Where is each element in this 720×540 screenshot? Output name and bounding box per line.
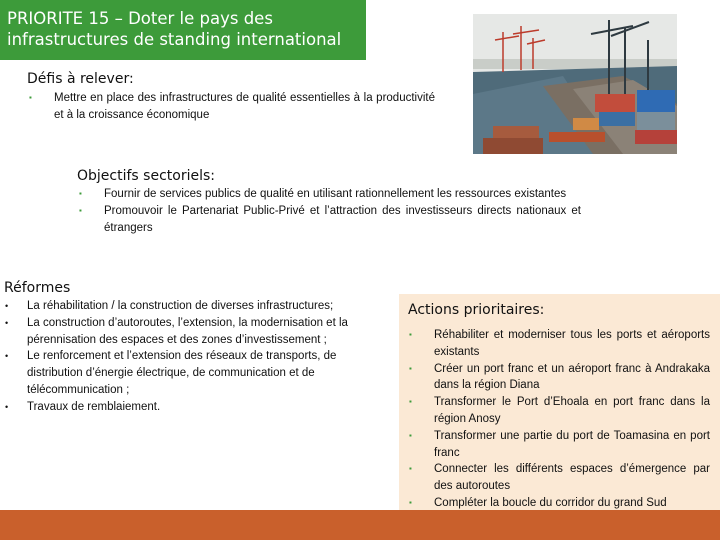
defis-list [27, 90, 435, 124]
list-item: • Travaux de remblaiement. [4, 399, 376, 416]
round-bullet-icon: • [5, 317, 9, 328]
list-item: ▪ Transformer une partie du port de Toamasina en port franc [409, 429, 710, 459]
list-item: ▪ Créer un port franc et un aéroport franc à Andrakaka dans la région Diana [409, 362, 710, 392]
list-item: • La construction d’autoroutes, l’extension, la modernisation et la pérennisation des espaces et des zones d’investissement ; [5, 316, 348, 346]
actions-panel [399, 294, 720, 510]
square-bullet-icon: ▪ [79, 189, 82, 198]
reformes-list [4, 298, 376, 416]
square-bullet-icon: ▪ [29, 93, 32, 102]
footer-bar [0, 510, 720, 540]
round-bullet-icon: • [5, 301, 9, 311]
list-item: • Le renforcement et l’extension des réseaux de transports, de distribution d’énergie électrique, de communication et de télécommunication ; [5, 350, 337, 396]
list-item: ▪ Fournir de services publics de qualité en utilisant rationnellement les ressources existantes [77, 186, 581, 203]
list-item: ▪ Promouvoir le Partenariat Public-Privé et l’attraction des investisseurs directs nationaux et étrangers [79, 204, 581, 234]
round-bullet-icon: • [5, 401, 9, 412]
square-bullet-icon: ▪ [409, 397, 412, 407]
list-item: ▪ Mettre en place des infrastructures de qualité essentielles à la productivité et à la croissance économique [29, 92, 435, 121]
round-bullet-icon: • [5, 351, 9, 362]
port-photo [473, 14, 677, 154]
square-bullet-icon: ▪ [409, 330, 412, 339]
objectifs-heading: Objectifs sectoriels: [77, 168, 215, 184]
square-bullet-icon: ▪ [79, 205, 82, 215]
slide-title-line-2: infrastructures de standing international [7, 30, 342, 49]
defis-heading: Défis à relever: [27, 71, 134, 87]
objectifs-list [77, 186, 581, 236]
list-item: • La réhabilitation / la construction de diverses infrastructures; [4, 298, 376, 315]
square-bullet-icon: ▪ [409, 497, 412, 507]
reformes-heading: Réformes [4, 280, 71, 296]
list-item: ▪ Réhabiliter et moderniser tous les ports et aéroports existants [409, 329, 710, 358]
list-item: ▪ Transformer le Port d’Ehoala en port franc dans la région Anosy [409, 396, 710, 425]
slide-title [0, 0, 366, 60]
list-item: ▪ Connecter les différents espaces d’émergence par des autoroutes [409, 463, 710, 493]
square-bullet-icon: ▪ [409, 430, 412, 440]
square-bullet-icon: ▪ [409, 363, 412, 373]
list-item: ▪ Compléter la boucle du corridor du grand Sud [408, 495, 710, 512]
actions-heading: Actions prioritaires: [408, 302, 545, 318]
slide-title-line-1: PRIORITE 15 – Doter le pays des [7, 9, 273, 28]
square-bullet-icon: ▪ [409, 464, 412, 474]
